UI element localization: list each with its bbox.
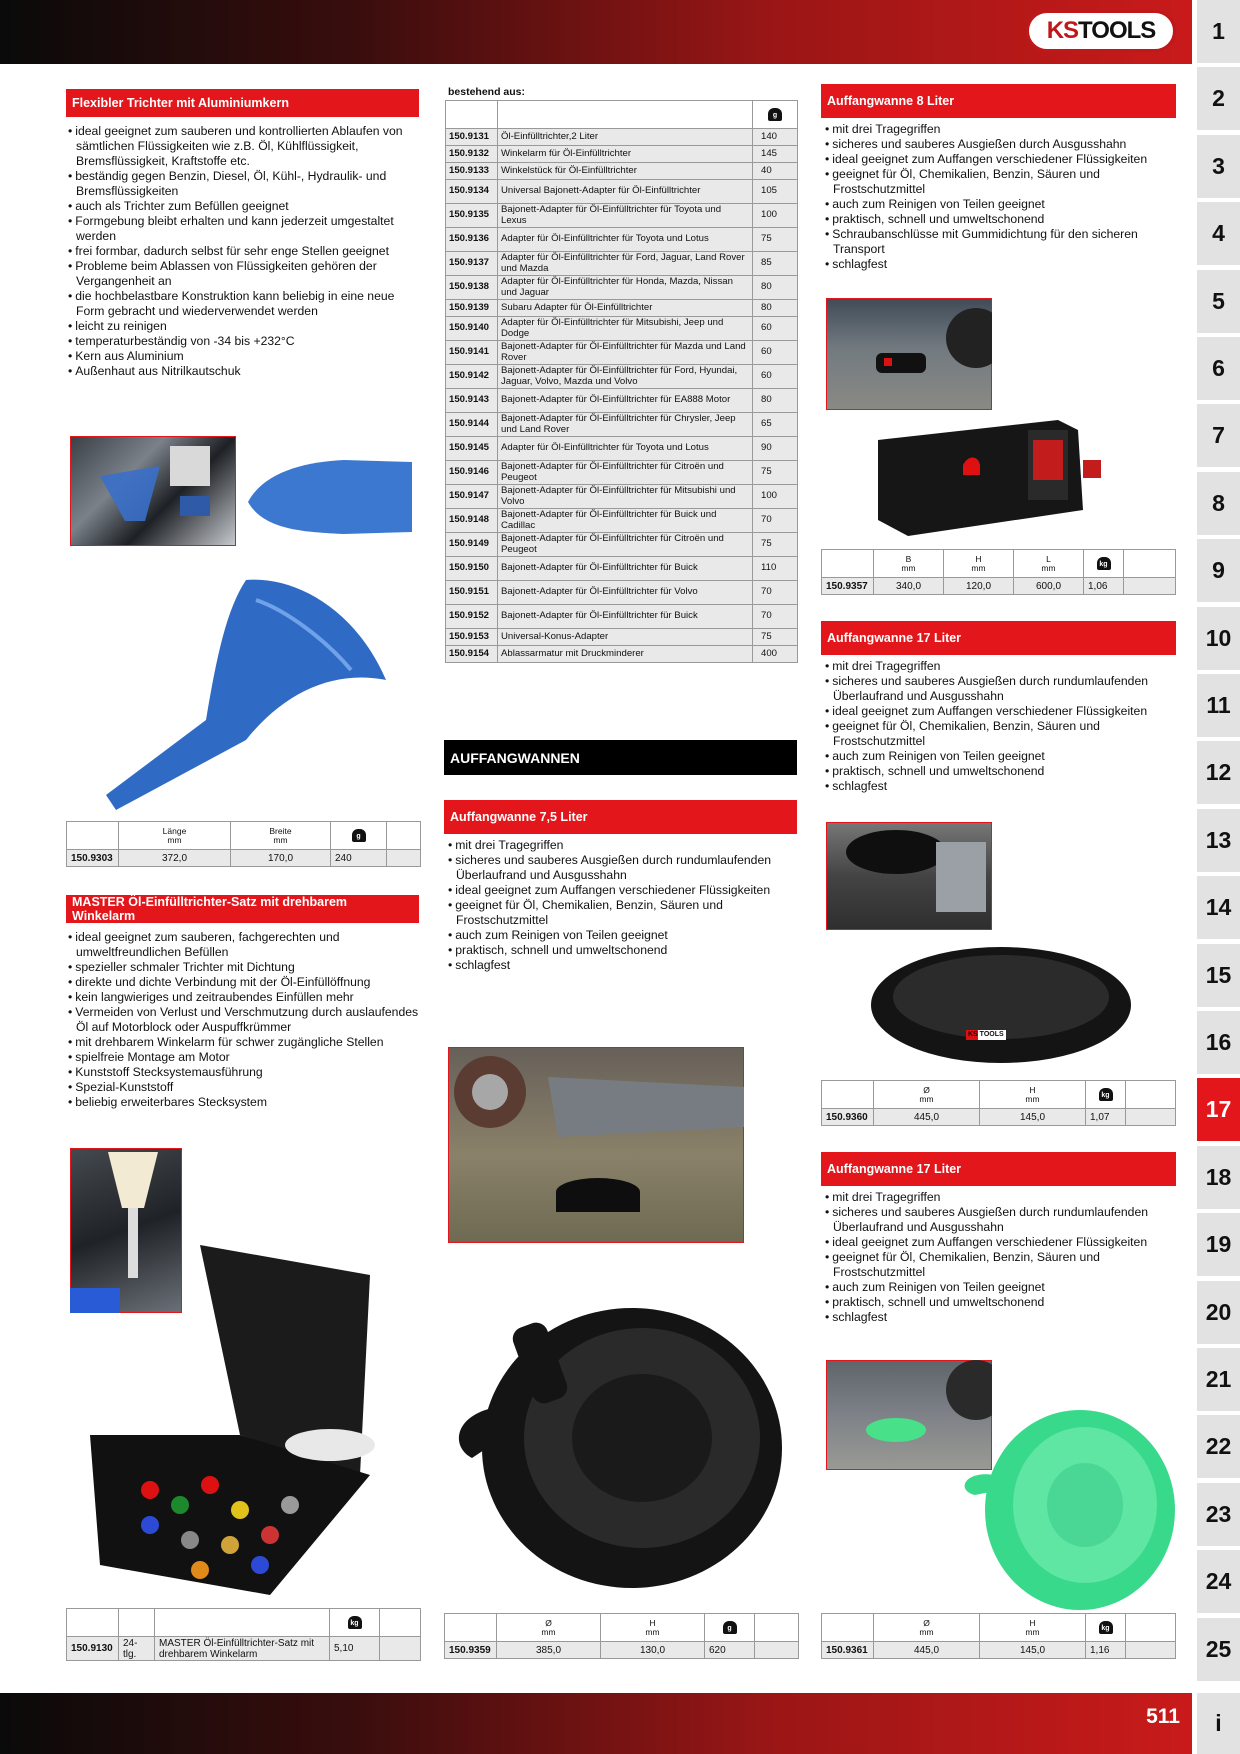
pan-logo-label: KS TOOLS [968,1031,1004,1038]
feature-item: • auch zum Reinigen von Teilen geeignet [823,749,1178,764]
article-number: 150.9149 [446,533,498,557]
table-row [446,129,798,146]
article-number: 150.9142 [446,365,498,389]
weight-value: 100 [753,204,798,228]
article-number: 150.9132 [446,146,498,163]
set-description: MASTER Öl-Einfülltrichter-Satz mit drehbarem Winkelarm [155,1637,330,1661]
weight-value: 1,06 [1084,578,1124,595]
feature-item: • mit drehbarem Winkelarm für schwer zugängliche Stellen [66,1035,421,1050]
article-number: 150.9134 [446,180,498,204]
master-case-photo [80,1235,380,1605]
table-row [446,413,798,437]
chapter-tab-5[interactable]: 5 [1197,270,1240,333]
weight-value: 75 [753,228,798,252]
feature-item: • sicheres und sauberes Ausgießen durch rundumlaufenden Überlaufrand und Ausgusshahn [823,674,1178,704]
feature-item: • Kunststoff Stecksystemausführung [66,1065,421,1080]
table-row [446,581,798,605]
weight-icon: g [723,1621,737,1634]
chapter-tab-4[interactable]: 4 [1197,202,1240,265]
chapter-tab-7[interactable]: 7 [1197,404,1240,467]
chapter-tab-16[interactable]: 16 [1197,1011,1240,1074]
weight-icon: g [352,829,366,842]
weight-value: 80 [753,389,798,413]
table-row [446,509,798,533]
article-number: 150.9147 [446,485,498,509]
table-row [446,646,798,663]
header-diameter: Ø mm [497,1614,601,1642]
section-title-pan-17b: Auffangwanne 17 Liter [821,1152,1176,1186]
feature-item: • leicht zu reinigen [66,319,421,334]
bottom-banner [0,1693,1192,1754]
chapter-tab-18[interactable]: 18 [1197,1146,1240,1209]
chapter-tab-3[interactable]: 3 [1197,135,1240,198]
pan-17a-in-use-photo [826,822,992,930]
part-description: Bajonett-Adapter für Öl-Einfülltrichter für Chrysler, Jeep und Land Rover [498,413,753,437]
feature-item: • sicheres und sauberes Ausgießen durch Ausgusshahn [823,137,1178,152]
feature-list-pan-8 [823,122,1178,272]
weight-value: 140 [753,129,798,146]
section-title-master: MASTER Öl-Einfülltrichter-Satz mit drehbarem Winkelarm [66,895,419,923]
feature-item: • geeignet für Öl, Chemikalien, Benzin, Säuren und Frostschutzmittel [823,1250,1178,1280]
chapter-tab-6[interactable]: 6 [1197,337,1240,400]
ks-tools-logo: KS TOOLS [1026,10,1176,52]
article-number: 150.9360 [822,1109,874,1126]
pan-8-product-photo [868,410,1128,538]
feature-item: • sicheres und sauberes Ausgießen durch rundumlaufenden Überlaufrand und Ausgusshahn [446,853,801,883]
header-diameter: Ø mm [874,1081,980,1109]
article-number: 150.9148 [446,509,498,533]
article-number: 150.9139 [446,300,498,317]
feature-item: • Probleme beim Ablassen von Flüssigkeiten gehören der Vergangenheit an [66,259,421,289]
chapter-tab-2[interactable]: 2 [1197,67,1240,130]
header-height: H mm [980,1614,1086,1642]
part-description: Universal-Konus-Adapter [498,629,753,646]
weight-value: 145 [753,146,798,163]
table-row [446,276,798,300]
chapter-tab-9[interactable]: 9 [1197,539,1240,602]
article-number: 150.9137 [446,252,498,276]
header-length: Länge mm [119,822,231,850]
chapter-tab-8[interactable]: 8 [1197,472,1240,535]
article-number: 150.9133 [446,163,498,180]
pan-7-5-in-use-photo [448,1047,744,1243]
feature-item: • auch zum Reinigen von Teilen geeignet [823,197,1178,212]
part-description: Bajonett-Adapter für Öl-Einfülltrichter für Ford, Hyundai, Jaguar, Volvo, Mazda und Volvo [498,365,753,389]
feature-item: • auch zum Reinigen von Teilen geeignet [446,928,801,943]
weight-value: 105 [753,180,798,204]
weight-value: 70 [753,605,798,629]
chapter-tab-23[interactable]: 23 [1197,1483,1240,1546]
table-row [446,365,798,389]
header-diameter: Ø mm [874,1614,980,1642]
weight-value: 240 [331,850,387,867]
height-value: 130,0 [601,1642,705,1659]
section-title-pan-17a: Auffangwanne 17 Liter [821,621,1176,655]
feature-item: • ideal geeignet zum Auffangen verschiedener Flüssigkeiten [823,152,1178,167]
weight-icon: kg [348,1616,362,1629]
pan-17b-product-photo [955,1395,1175,1615]
pan-17a-product-photo [866,935,1136,1069]
chapter-tab-i[interactable]: i [1197,1693,1240,1754]
table-row [446,389,798,413]
part-description: Öl-Einfülltrichter,2 Liter [498,129,753,146]
table-row [446,557,798,581]
feature-item: • mit drei Tragegriffen [823,1190,1178,1205]
weight-value: 65 [753,413,798,437]
weight-value: 90 [753,437,798,461]
feature-item: • praktisch, schnell und umweltschonend [823,212,1178,227]
feature-item: • ideal geeignet zum Auffangen verschiedener Flüssigkeiten [823,1235,1178,1250]
table-row [446,228,798,252]
table-row [446,461,798,485]
header-width: Breite mm [231,822,331,850]
part-description: Bajonett-Adapter für Öl-Einfülltrichter für Buick [498,557,753,581]
weight-value: 100 [753,485,798,509]
chapter-tab-25[interactable]: 25 [1197,1618,1240,1681]
feature-item: • spielfreie Montage am Motor [66,1050,421,1065]
funnel-product-photo [96,570,396,810]
top-banner [0,0,1192,64]
weight-icon: g [768,108,782,121]
table-row [446,341,798,365]
chapter-tab-22[interactable]: 22 [1197,1415,1240,1478]
pan-7-5-product-photo [452,1288,787,1600]
table-row [446,317,798,341]
part-description: Adapter für Öl-Einfülltrichter für Ford, Jaguar, Land Rover und Mazda [498,252,753,276]
article-number: 150.9359 [445,1642,497,1659]
feature-item: • schlagfest [446,958,801,973]
width-value: 170,0 [231,850,331,867]
feature-item: • Außenhaut aus Nitrilkautschuk [66,364,421,379]
feature-item: • ideal geeignet zum sauberen und kontrollierten Ablaufen von sämtlichen Flüssigkeiten wie z.B. Öl, Kühlflüssigkeit, Bremsflüssigkeit, Kraftstoffe etc. [66,124,421,169]
chapter-tab-11[interactable]: 11 [1197,674,1240,737]
height-value: 145,0 [980,1642,1086,1659]
feature-item: • direkte und dichte Verbindung mit der Öl-Einfüllöffnung [66,975,421,990]
feature-item: • temperaturbeständig von -34 bis +232°C [66,334,421,349]
article-number: 150.9154 [446,646,498,663]
feature-item: • schlagfest [823,1310,1178,1325]
feature-item: • Formgebung bleibt erhalten und kann jederzeit umgestaltet werden [66,214,421,244]
table-row [446,252,798,276]
feature-item: • Kern aus Aluminium [66,349,421,364]
part-description: Bajonett-Adapter für Öl-Einfülltrichter für Toyota und Lexus [498,204,753,228]
chapter-tab-12[interactable]: 12 [1197,741,1240,804]
header-width: B mm [874,550,944,578]
pan-8-in-use-photo [826,298,992,410]
chapter-tab-14[interactable]: 14 [1197,876,1240,939]
weight-value: 5,10 [330,1637,380,1661]
part-description: Adapter für Öl-Einfülltrichter für Toyota und Lotus [498,437,753,461]
spec-table-pan-8 [821,549,1176,595]
feature-item: • kein langwieriges und zeitraubendes Einfüllen mehr [66,990,421,1005]
part-description: Winkelstück für Öl-Einfülltrichter [498,163,753,180]
weight-value: 60 [753,317,798,341]
feature-item: • auch als Trichter zum Befüllen geeignet [66,199,421,214]
part-description: Bajonett-Adapter für Öl-Einfülltrichter für Buick [498,605,753,629]
table-row [446,146,798,163]
feature-item: • beliebig erweiterbares Stecksystem [66,1095,421,1110]
chapter-tab-13[interactable]: 13 [1197,809,1240,872]
spec-table-funnel [66,821,421,867]
height-value: 145,0 [980,1109,1086,1126]
weight-value: 80 [753,276,798,300]
part-description: Bajonett-Adapter für Öl-Einfülltrichter für Mazda und Land Rover [498,341,753,365]
table-row [446,485,798,509]
spec-table-master [66,1608,421,1661]
part-description: Winkelarm für Öl-Einfülltrichter [498,146,753,163]
weight-value: 60 [753,341,798,365]
weight-value: 75 [753,533,798,557]
weight-icon: kg [1099,1621,1113,1634]
weight-value: 80 [753,300,798,317]
article-number: 150.9153 [446,629,498,646]
table-row [446,437,798,461]
weight-value: 75 [753,461,798,485]
feature-item: • praktisch, schnell und umweltschonend [446,943,801,958]
feature-item: • schlagfest [823,257,1178,272]
part-description: Bajonett-Adapter für Öl-Einfülltrichter für Citroën und Peugeot [498,533,753,557]
weight-value: 75 [753,629,798,646]
table-row [446,180,798,204]
chapter-tab-1[interactable]: 1 [1197,0,1240,63]
article-number: 150.9131 [446,129,498,146]
weight-value: 60 [753,365,798,389]
chapter-tab-19[interactable]: 19 [1197,1213,1240,1276]
feature-item: • spezieller schmaler Trichter mit Dichtung [66,960,421,975]
page-number: 511 [1146,1705,1180,1728]
feature-list-master [66,930,421,1110]
part-description: Bajonett-Adapter für Öl-Einfülltrichter für Volvo [498,581,753,605]
spec-table-pan-17b [821,1613,1176,1659]
article-number: 150.9151 [446,581,498,605]
feature-item: • Vermeiden von Verlust und Verschmutzung durch auslaufendes Öl auf Motorblock oder Auspuffkrümmer [66,1005,421,1035]
part-description: Bajonett-Adapter für Öl-Einfülltrichter für Buick und Cadillac [498,509,753,533]
feature-item: • frei formbar, dadurch selbst für sehr enge Stellen geeignet [66,244,421,259]
table-row [446,300,798,317]
article-number: 150.9146 [446,461,498,485]
feature-list-funnel [66,124,421,379]
article-number: 150.9135 [446,204,498,228]
article-number: 150.9141 [446,341,498,365]
length-value: 600,0 [1014,578,1084,595]
chapter-tab-17[interactable]: 17 [1197,1078,1240,1141]
feature-item: • geeignet für Öl, Chemikalien, Benzin, Säuren und Frostschutzmittel [823,167,1178,197]
diameter-value: 445,0 [874,1109,980,1126]
length-value: 372,0 [119,850,231,867]
section-header-auffangwannen: AUFFANGWANNEN [444,740,797,775]
article-number: 150.9145 [446,437,498,461]
chapter-tab-15[interactable]: 15 [1197,944,1240,1007]
article-number: 150.9136 [446,228,498,252]
article-number: 150.9150 [446,557,498,581]
article-number: 150.9144 [446,413,498,437]
chapter-tab-20[interactable]: 20 [1197,1281,1240,1344]
diameter-value: 445,0 [874,1642,980,1659]
feature-item: • praktisch, schnell und umweltschonend [823,1295,1178,1310]
part-description: Adapter für Öl-Einfülltrichter für Honda, Mazda, Nissan und Jaguar [498,276,753,300]
spec-table-pan-7-5 [444,1613,799,1659]
part-description: Bajonett-Adapter für Öl-Einfülltrichter für Mitsubishi und Volvo [498,485,753,509]
article-number: 150.9130 [67,1637,119,1661]
chapter-tab-24[interactable]: 24 [1197,1550,1240,1613]
table-row [446,204,798,228]
part-description: Adapter für Öl-Einfülltrichter für Mitsubishi, Jeep und Dodge [498,317,753,341]
consists-of-label: bestehend aus: [448,86,526,98]
table-row [446,163,798,180]
article-number: 150.9152 [446,605,498,629]
height-value: 120,0 [944,578,1014,595]
funnel-in-engine-photo [70,436,236,546]
weight-value: 1,07 [1086,1109,1126,1126]
table-row [446,629,798,646]
feature-item: • schlagfest [823,779,1178,794]
width-value: 340,0 [874,578,944,595]
header-height: H mm [601,1614,705,1642]
part-description: Ablassarmatur mit Druckminderer [498,646,753,663]
weight-icon: kg [1099,1088,1113,1101]
weight-value: 110 [753,557,798,581]
feature-item: • mit drei Tragegriffen [823,659,1178,674]
feature-list-pan-17a [823,659,1178,794]
chapter-tab-21[interactable]: 21 [1197,1348,1240,1411]
article-number: 150.9143 [446,389,498,413]
part-description: Bajonett-Adapter für Öl-Einfülltrichter für EA888 Motor [498,389,753,413]
article-number: 150.9357 [822,578,874,595]
feature-item: • die hochbelastbare Konstruktion kann beliebig in eine neue Form gebracht und wiederverwendet werden [66,289,421,319]
feature-list-pan-17b [823,1190,1178,1325]
feature-item: • geeignet für Öl, Chemikalien, Benzin, Säuren und Frostschutzmittel [446,898,801,928]
part-description: Adapter für Öl-Einfülltrichter für Toyota und Lotus [498,228,753,252]
feature-item: • ideal geeignet zum Auffangen verschiedener Flüssigkeiten [823,704,1178,719]
weight-value: 70 [753,509,798,533]
feature-item: • sicheres und sauberes Ausgießen durch rundumlaufenden Überlaufrand und Ausgusshahn [823,1205,1178,1235]
weight-value: 620 [705,1642,755,1659]
article-number: 150.9138 [446,276,498,300]
feature-item: • praktisch, schnell und umweltschonend [823,764,1178,779]
section-title-pan-8: Auffangwanne 8 Liter [821,84,1176,118]
weight-icon: kg [1097,557,1111,570]
feature-list-pan-7-5 [446,838,801,973]
table-row [446,533,798,557]
weight-value: 40 [753,163,798,180]
article-number: 150.9303 [67,850,119,867]
diameter-value: 385,0 [497,1642,601,1659]
article-number: 150.9140 [446,317,498,341]
feature-item: • ideal geeignet zum Auffangen verschiedener Flüssigkeiten [446,883,801,898]
set-count: 24-tlg. [119,1637,155,1661]
funnel-flat-photo [244,452,414,538]
part-description: Universal Bajonett-Adapter für Öl-Einfülltrichter [498,180,753,204]
table-row [446,605,798,629]
spec-table-pan-17a [821,1080,1176,1126]
section-title-funnel: Flexibler Trichter mit Aluminiumkern [66,89,419,117]
feature-item: • auch zum Reinigen von Teilen geeignet [823,1280,1178,1295]
weight-value: 1,16 [1086,1642,1126,1659]
article-number: 150.9361 [822,1642,874,1659]
part-description: Bajonett-Adapter für Öl-Einfülltrichter für Citroën und Peugeot [498,461,753,485]
feature-item: • mit drei Tragegriffen [446,838,801,853]
weight-value: 400 [753,646,798,663]
header-length: L mm [1014,550,1084,578]
feature-item: • mit drei Tragegriffen [823,122,1178,137]
section-title-pan-7-5: Auffangwanne 7,5 Liter [444,800,797,834]
header-height: H mm [944,550,1014,578]
parts-table [445,100,798,663]
chapter-tab-10[interactable]: 10 [1197,607,1240,670]
weight-value: 70 [753,581,798,605]
header-height: H mm [980,1081,1086,1109]
feature-item: • Schraubanschlüsse mit Gummidichtung für den sicheren Transport [823,227,1178,257]
feature-item: • beständig gegen Benzin, Diesel, Öl, Kühl-, Hydraulik- und Bremsflüssigkeiten [66,169,421,199]
feature-item: • Spezial-Kunststoff [66,1080,421,1095]
weight-value: 85 [753,252,798,276]
feature-item: • geeignet für Öl, Chemikalien, Benzin, Säuren und Frostschutzmittel [823,719,1178,749]
part-description: Subaru Adapter für Öl-Einfülltrichter [498,300,753,317]
feature-item: • ideal geeignet zum sauberen, fachgerechten und umweltfreundlichen Befüllen [66,930,421,960]
